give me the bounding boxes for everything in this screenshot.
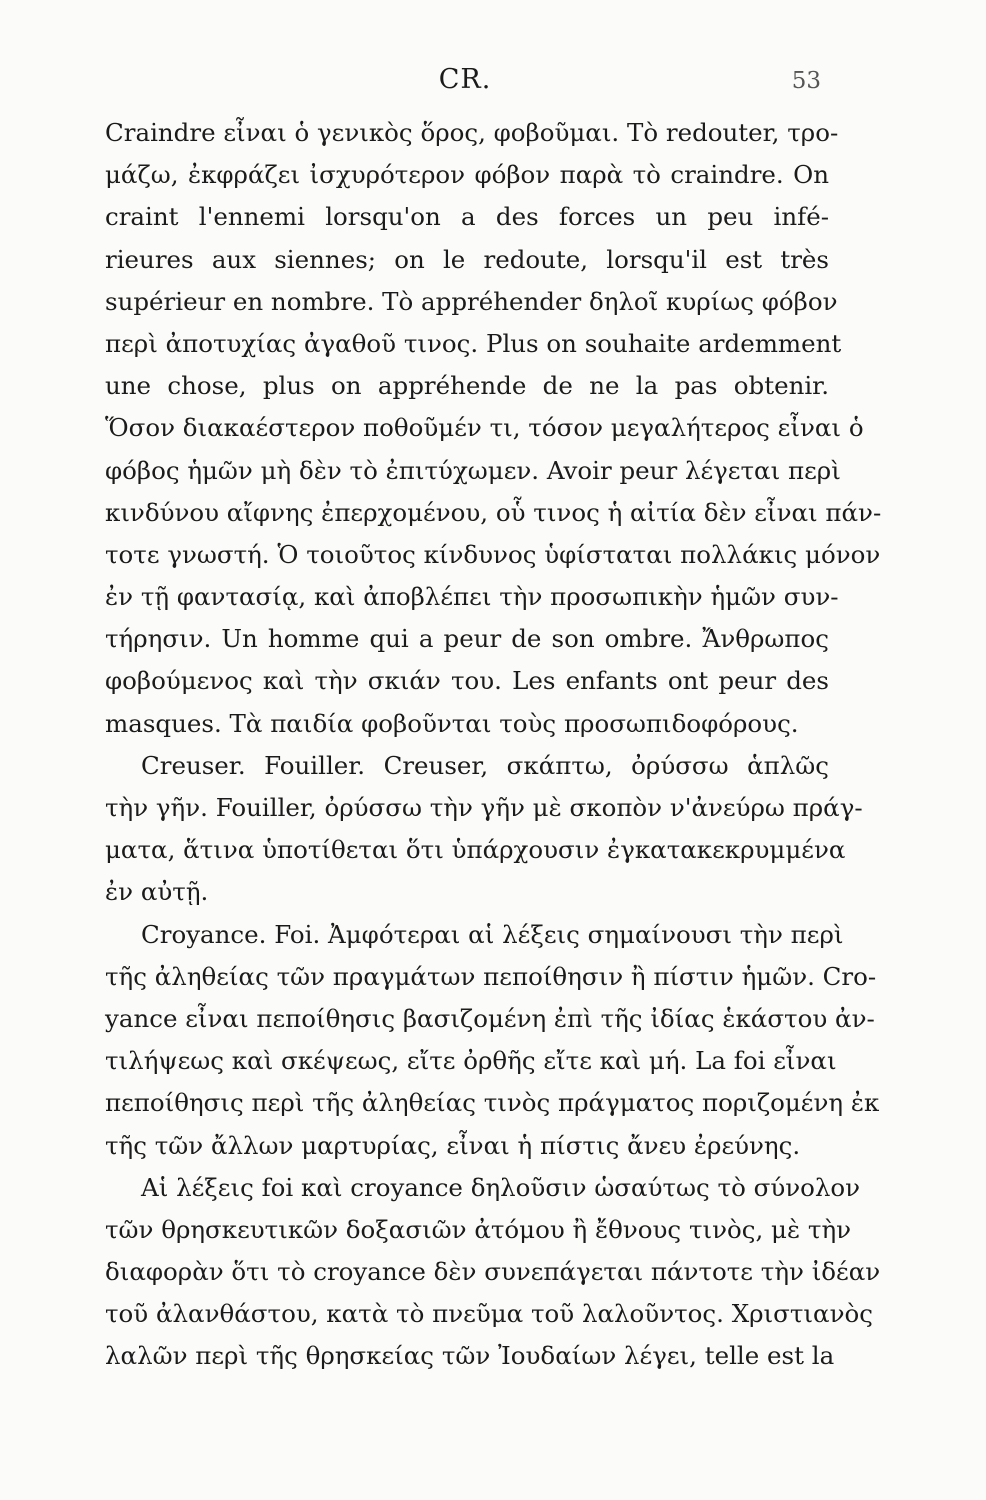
text-line: craint l'ennemi lorsqu'on a des forces un peu infé- [105, 202, 829, 232]
text-line: φοβούμενος καὶ τὴν σκιάν του. Les enfants ont peur des [105, 666, 829, 696]
entry-heading-line: Creuser. Fouiller. Creuser, σκάπτω, ὀρύσσω ἁπλῶς [141, 750, 829, 780]
text-line: Ὅσον διακαέστερον ποθοῦμέν τι, τόσον μεγαλήτερος εἶναι ὁ [105, 413, 864, 443]
entry-heading-line: Croyance. Foi. Ἀμφότεραι αἱ λέξεις σημαίνουσι τὴν περὶ [141, 919, 844, 949]
text-line: ἐν τῇ φαντασίᾳ, καὶ ἀποβλέπει τὴν προσωπικὴν ἡμῶν συν- [105, 582, 839, 612]
text-line: τῶν θρησκευτικῶν δοξασιῶν ἀτόμου ἢ ἔθνους τινὸς, μὲ τὴν [105, 1214, 852, 1244]
text-line: τήρησιν. Un homme qui a peur de son ombre. Ἄνθρωπος [105, 624, 829, 654]
text-line: τοτε γνωστή. Ὁ τοιοῦτος κίνδυνος ὑφίσταται πολλάκις μόνον [105, 539, 881, 569]
text-line: masques. Τὰ παιδία φοβοῦνται τοὺς προσωπιδοφόρους. [105, 708, 799, 738]
text-line: τῆς τῶν ἄλλων μαρτυρίας, εἶναι ἡ πίστις ἄνευ ἐρεύνης. [105, 1130, 801, 1160]
page-header [105, 64, 825, 104]
text-line: τὴν γῆν. Fouiller, ὀρύσσω τὴν γῆν μὲ σκοπὸν ν'ἀνεύρω πράγ- [105, 793, 863, 822]
page-number: 53 [791, 68, 821, 94]
text-line: ἐν αὐτῇ. [105, 877, 209, 907]
text-line: τοῦ ἀλανθάστου, κατὰ τὸ πνεῦμα τοῦ λαλοῦντος. Χριστιανὸς [105, 1299, 873, 1329]
text-line: διαφορὰν ὅτι τὸ croyance δὲν συνεπάγεται πάντοτε τὴν ἰδέαν [105, 1257, 881, 1287]
paragraph-start-line: Αἱ λέξεις foi καὶ croyance δηλοῦσιν ὡσαύτως τὸ σύνολον [141, 1172, 861, 1202]
text-line: τῆς ἀληθείας τῶν πραγμάτων πεποίθησιν ἢ πίστιν ἡμῶν. Cro- [105, 961, 877, 991]
text-line: yance εἶναι πεποίθησις βασιζομένη ἐπὶ τῆς ἰδίας ἑκάστου ἀν- [105, 1003, 875, 1033]
text-line: une chose, plus on appréhende de ne la pas obtenir. [105, 371, 829, 401]
running-head: CR. [438, 64, 492, 95]
text-line: rieures aux siennes; on le redoute, lorsqu'il est très [105, 244, 829, 274]
text-line: πεποίθησις περὶ τῆς ἀληθείας τινὸς πράγματος ποριζομένη ἐκ [105, 1088, 880, 1118]
text-line: τιλήψεως καὶ σκέψεως, εἴτε ὀρθῆς εἴτε καὶ μή. La foi εἶναι [105, 1046, 837, 1076]
text-line: μάζω, ἐκφράζει ἰσχυρότερον φόβον παρὰ τὸ craindre. On [105, 160, 829, 190]
text-line: ματα, ἅτινα ὑποτίθεται ὅτι ὑπάρχουσιν ἐγκατακεκρυμμένα [105, 835, 846, 865]
text-line: Craindre εἶναι ὁ γενικὸς ὅρος, φοβοῦμαι. Τὸ redouter, τρο- [105, 118, 839, 147]
text-line: supérieur en nombre. Τὸ appréhender δηλοῖ κυρίως φόβον [105, 286, 838, 316]
text-line: φόβος ἡμῶν μὴ δὲν τὸ ἐπιτύχωμεν. Avoir peur λέγεται περὶ [105, 455, 841, 485]
text-line: λαλῶν περὶ τῆς θρησκείας τῶν Ἰουδαίων λέγει, telle est la [105, 1341, 835, 1371]
text-line: κινδύνου αἴφνης ἐπερχομένου, οὗ τινος ἡ αἰτία δὲν εἶναι πάν- [105, 497, 882, 527]
text-line: περὶ ἀποτυχίας ἀγαθοῦ τινος. Plus on souhaite ardemment [105, 328, 842, 358]
body-text [105, 112, 882, 1378]
